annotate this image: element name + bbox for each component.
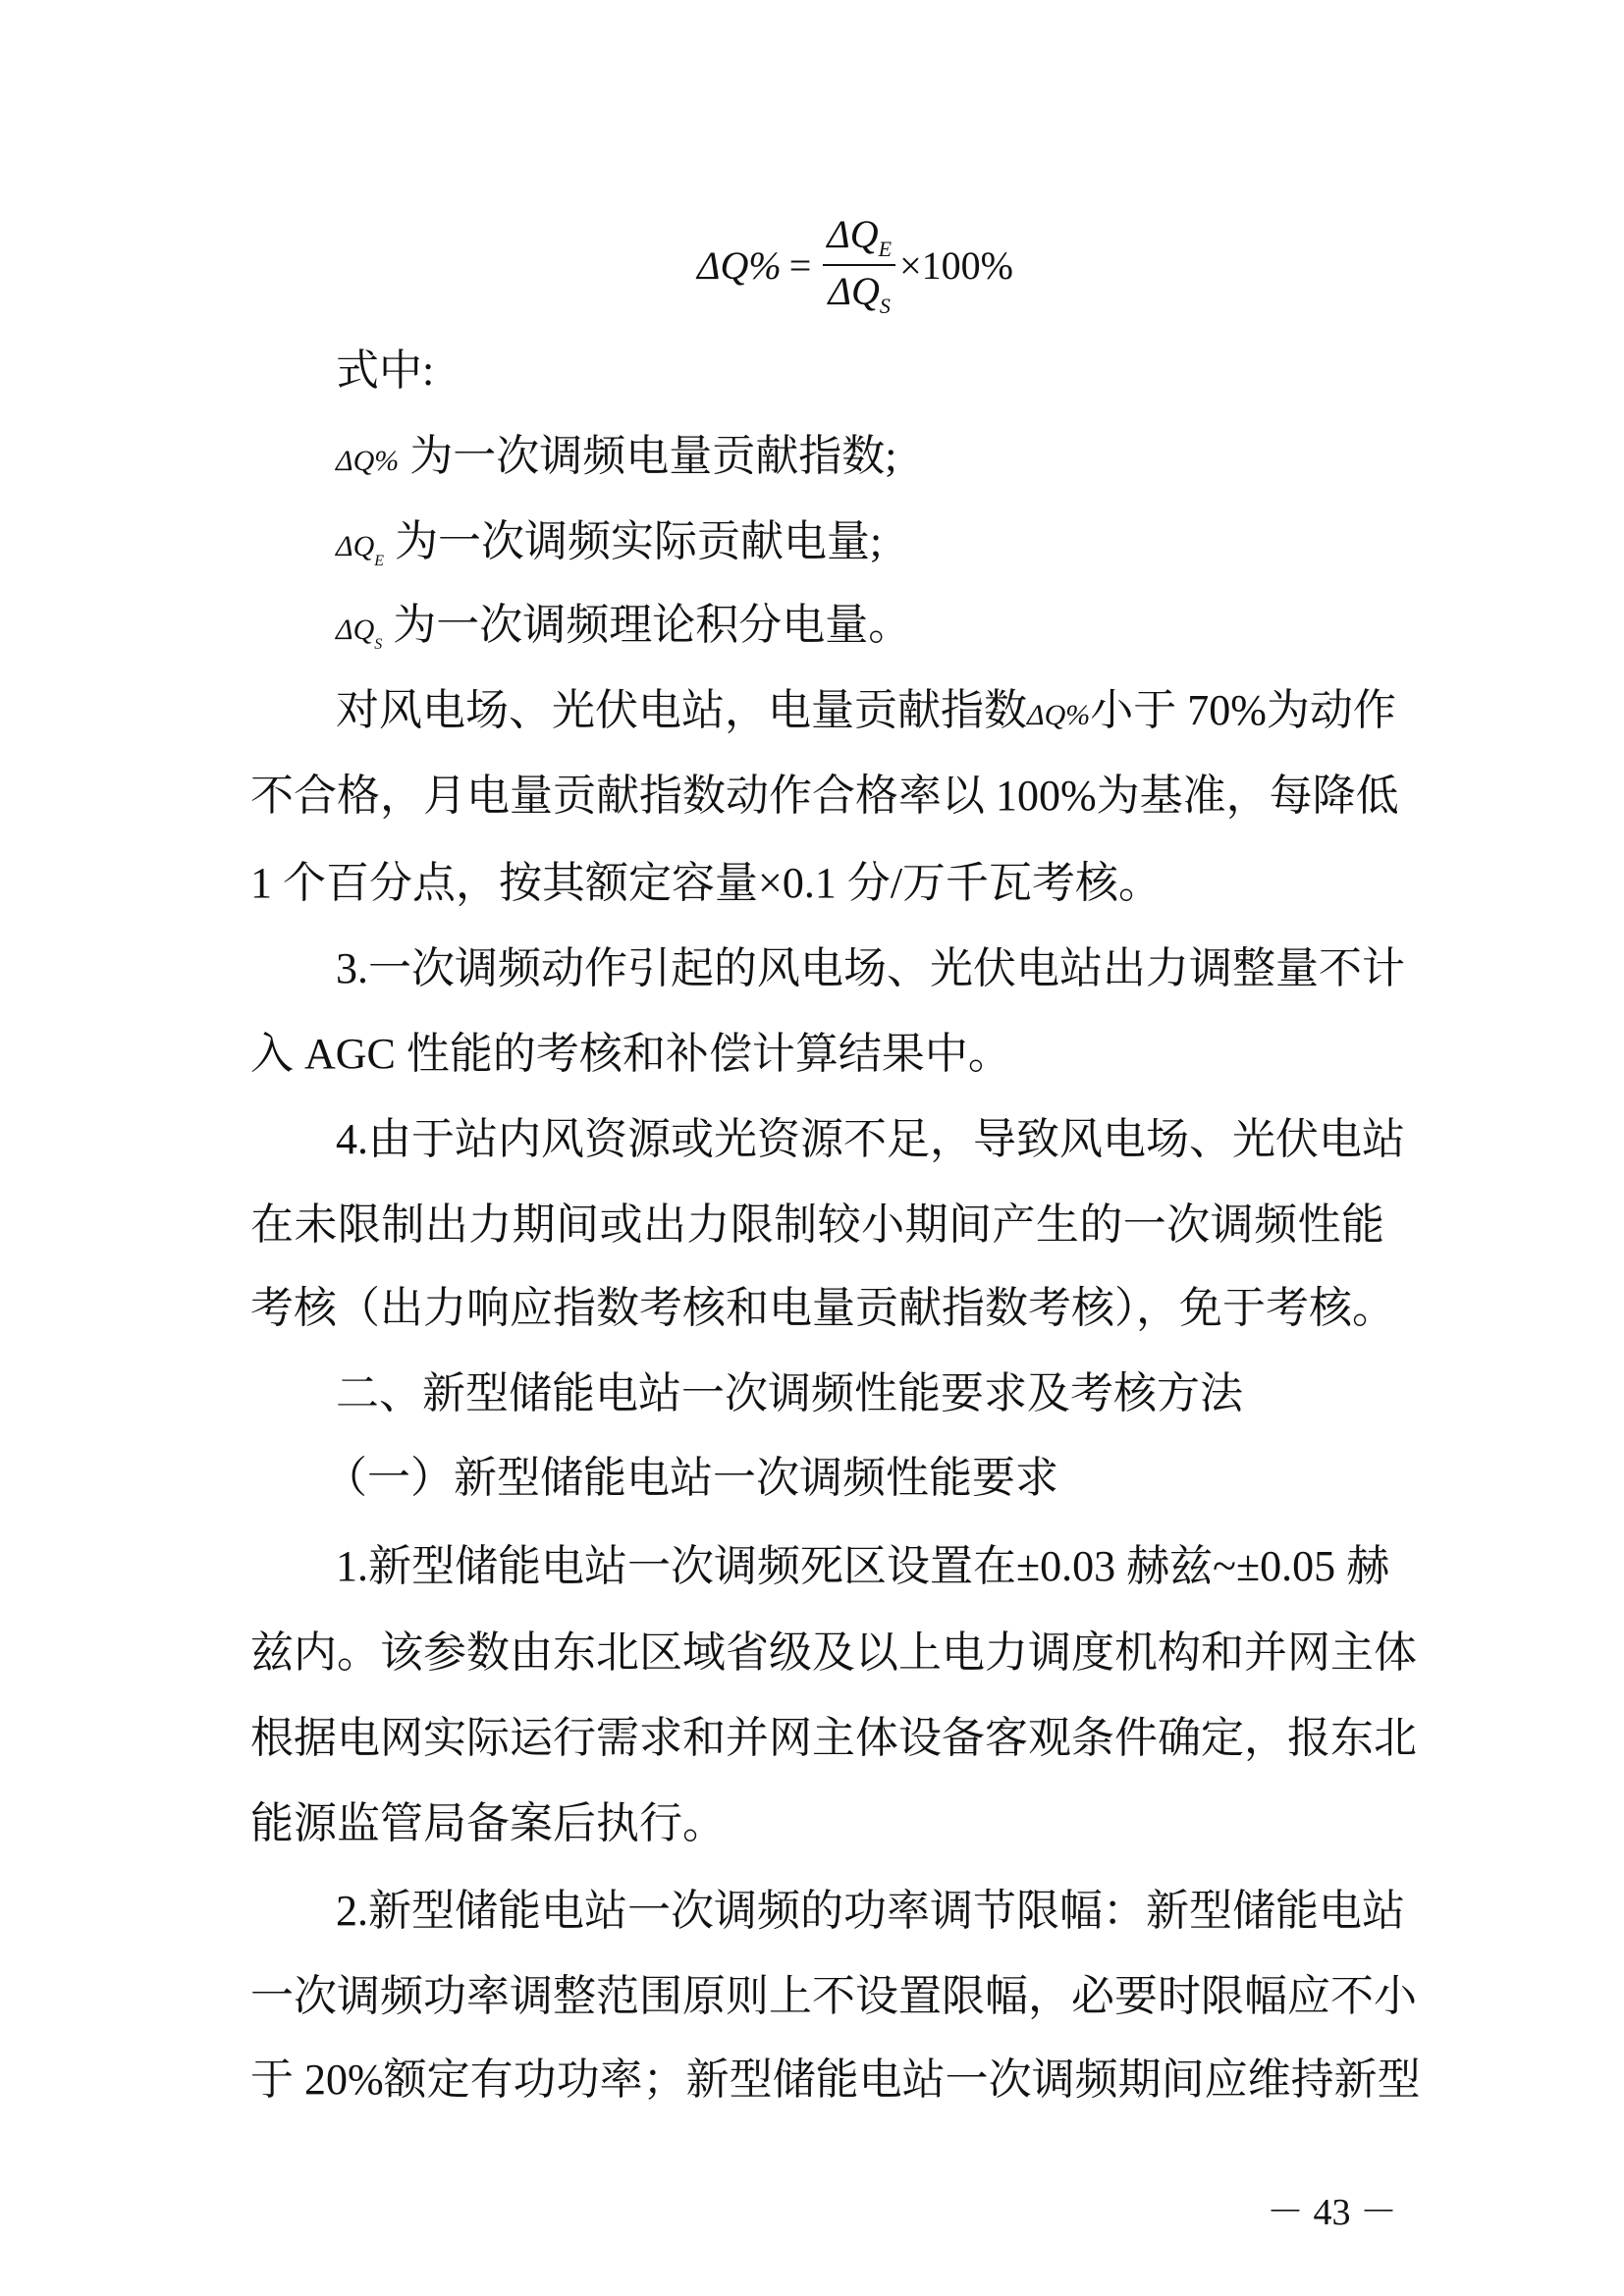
text-line: 3.一次调频动作引起的风电场、光伏电站出力调整量不计 — [336, 944, 1405, 992]
def-3-sub: S — [374, 635, 383, 653]
section-heading: 二、新型储能电站一次调频性能要求及考核方法 — [336, 1369, 1243, 1417]
formula-lhs: ΔQ% — [697, 242, 782, 288]
text-line: 一次调频功率调整范围原则上不设置限幅，必要时限幅应不小 — [250, 1972, 1417, 2020]
text-line: 兹内。该参数由东北区域省级及以上电力调度机构和并网主体 — [250, 1629, 1417, 1677]
def-1-symbol: ΔQ% — [336, 445, 400, 477]
num-sub: E — [878, 237, 893, 261]
text-line: 入 AGC 性能的考核和补偿计算结果中。 — [250, 1030, 1011, 1078]
def-1 — [336, 427, 1384, 486]
formula-numerator — [823, 211, 895, 266]
def-3 — [336, 596, 1384, 655]
subsection-heading: （一）新型储能电站一次调频性能要求 — [324, 1454, 1058, 1502]
def-1-text: 为一次调频电量贡献指数; — [409, 432, 897, 480]
p1-text-b: 小于 70%为动作 — [1090, 686, 1396, 734]
def-3-text: 为一次调频理论积分电量。 — [393, 601, 912, 649]
page-number: － 43 － — [1267, 2192, 1398, 2233]
text-line: 2.新型储能电站一次调频的功率调节限幅：新型储能电站 — [336, 1887, 1405, 1935]
num-symbol: ΔQ — [827, 212, 879, 256]
p1-line-2: 不合格，月电量贡献指数动作合格率以 100%为基准，每降低 — [250, 772, 1399, 820]
formula-equals: = — [788, 242, 812, 288]
p1-line-1 — [336, 681, 1396, 740]
def-3-symbol: ΔQ — [336, 614, 375, 646]
def-2-symbol: ΔQ — [336, 530, 375, 562]
formula — [697, 211, 1013, 319]
text-line: 4.由于站内风资源或光资源不足，导致风电场、光伏电站 — [336, 1115, 1405, 1163]
def-2-sub: E — [374, 552, 385, 569]
text-line: 于 20%额定有功功率；新型储能电站一次调频期间应维持新型 — [250, 2056, 1421, 2104]
text-line: 考核（出力响应指数考核和电量贡献指数考核），免于考核。 — [250, 1284, 1395, 1332]
p1-line-3: 1 个百分点，按其额定容量×0.1 分/万千瓦考核。 — [250, 859, 1163, 907]
def-2-text: 为一次调频实际贡献电量; — [395, 517, 883, 565]
text-line: 能源监管局备案后执行。 — [250, 1799, 726, 1847]
den-sub: S — [879, 294, 891, 318]
def-2 — [336, 512, 1384, 571]
formula-fraction — [823, 211, 895, 319]
formula-denominator — [828, 266, 890, 319]
text-line: 1.新型储能电站一次调频死区设置在±0.03 赫兹~±0.05 赫 — [336, 1542, 1390, 1590]
p1-text-a: 对风电场、光伏电站，电量贡献指数 — [336, 686, 1027, 734]
den-symbol: ΔQ — [828, 269, 880, 313]
text-line: 在未限制出力期间或出力限制较小期间产生的一次调频性能 — [250, 1201, 1384, 1249]
text-line: 根据电网实际运行需求和并网主体设备客观条件确定，报东北 — [250, 1714, 1417, 1762]
p1-symbol: ΔQ% — [1027, 699, 1091, 731]
formula-tail: ×100% — [899, 242, 1013, 288]
defs-intro: 式中: — [336, 347, 435, 395]
